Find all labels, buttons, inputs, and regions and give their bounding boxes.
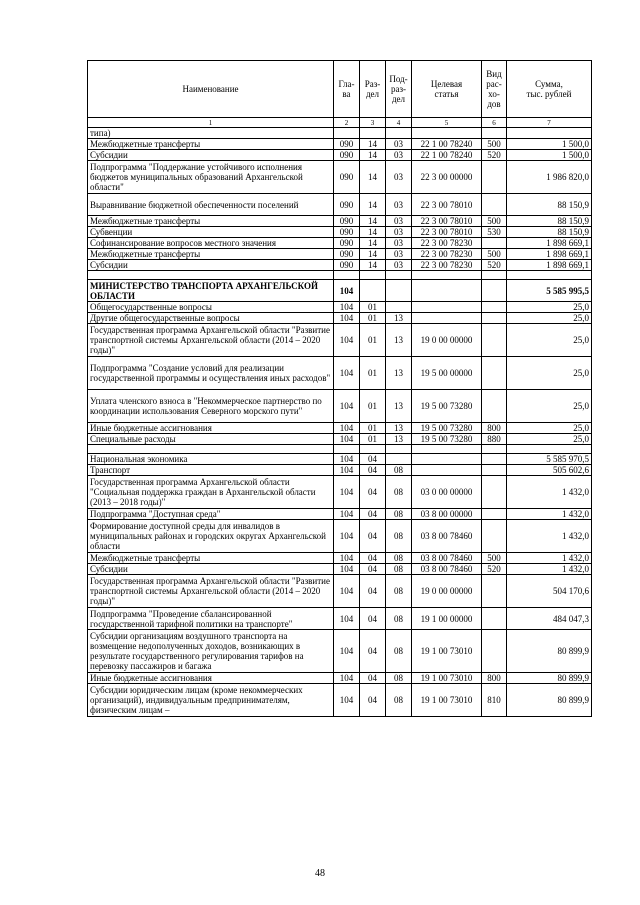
row-podrazdel <box>386 128 412 139</box>
row-name: Межбюджетные трансферты <box>88 216 334 227</box>
row-target-article: 22 3 00 78230 <box>412 238 482 249</box>
row-name: Иные бюджетные ассигнования <box>88 673 334 684</box>
row-razdel: 14 <box>360 139 386 150</box>
row-amount: 5 585 995,5 <box>507 280 592 302</box>
row-target-article: 03 8 00 78460 <box>412 564 482 575</box>
row-name: Субсидии юридическим лицам (кроме некоммерческих организаций), индивидуальным предпринимателям, физическим лицам – <box>88 684 334 717</box>
row-glava: 104 <box>334 313 360 324</box>
row-razdel: 04 <box>360 465 386 476</box>
row-podrazdel: 13 <box>386 434 412 445</box>
row-expense-type <box>482 509 507 520</box>
row-glava: 104 <box>334 520 360 553</box>
page-number: 48 <box>315 868 325 879</box>
row-name: Государственная программа Архангельской области "Развитие транспортной системы Архангельской области (2014 – 2020 годы)" <box>88 575 334 608</box>
row-amount: 1 500,0 <box>507 139 592 150</box>
table-row <box>88 465 592 476</box>
row-expense-type <box>482 313 507 324</box>
table-row <box>88 150 592 161</box>
row-amount: 25,0 <box>507 357 592 390</box>
row-amount: 484 047,3 <box>507 608 592 630</box>
row-name: типа) <box>88 128 334 139</box>
column-number-row <box>88 118 592 128</box>
row-glava: 104 <box>334 423 360 434</box>
row-podrazdel: 08 <box>386 575 412 608</box>
row-amount: 504 170,6 <box>507 575 592 608</box>
row-razdel <box>360 128 386 139</box>
row-podrazdel: 08 <box>386 564 412 575</box>
row-podrazdel: 08 <box>386 553 412 564</box>
row-expense-type: 520 <box>482 150 507 161</box>
row-name: Другие общегосударственные вопросы <box>88 313 334 324</box>
row-glava: 104 <box>334 673 360 684</box>
row-expense-type <box>482 128 507 139</box>
row-name: Субсидии <box>88 564 334 575</box>
row-target-article: 19 0 00 00000 <box>412 575 482 608</box>
row-amount: 1 432,0 <box>507 509 592 520</box>
column-number: 5 <box>412 118 482 128</box>
table-row <box>88 357 592 390</box>
header-podrazdel: Под- раз- дел <box>386 61 412 118</box>
row-amount: 80 899,9 <box>507 673 592 684</box>
empty-cell <box>88 445 334 454</box>
row-glava: 104 <box>334 357 360 390</box>
header-target: Целевая статья <box>412 61 482 118</box>
row-amount <box>507 128 592 139</box>
row-razdel: 04 <box>360 673 386 684</box>
row-podrazdel: 03 <box>386 150 412 161</box>
table-row <box>88 684 592 717</box>
row-glava: 104 <box>334 509 360 520</box>
row-expense-type: 500 <box>482 139 507 150</box>
row-name: Общегосударственные вопросы <box>88 302 334 313</box>
table-row <box>88 564 592 575</box>
row-name: Государственная программа Архангельской области "Социальная поддержка граждан в Архангельской области (2013 – 2018 годы)" <box>88 476 334 509</box>
row-podrazdel: 08 <box>386 684 412 717</box>
row-target-article: 19 1 00 73010 <box>412 684 482 717</box>
table-row <box>88 324 592 357</box>
row-expense-type: 880 <box>482 434 507 445</box>
row-glava: 090 <box>334 161 360 194</box>
row-amount: 25,0 <box>507 313 592 324</box>
row-expense-type <box>482 465 507 476</box>
row-target-article: 03 8 00 78460 <box>412 553 482 564</box>
row-podrazdel: 03 <box>386 161 412 194</box>
row-razdel: 01 <box>360 390 386 423</box>
row-expense-type <box>482 454 507 465</box>
row-glava: 104 <box>334 630 360 673</box>
row-glava: 090 <box>334 139 360 150</box>
row-target-article: 22 3 00 78010 <box>412 194 482 216</box>
row-name: Транспорт <box>88 465 334 476</box>
row-amount: 25,0 <box>507 423 592 434</box>
row-glava: 104 <box>334 684 360 717</box>
row-amount: 1 986 820,0 <box>507 161 592 194</box>
row-target-article <box>412 128 482 139</box>
row-expense-type <box>482 238 507 249</box>
table-body <box>88 128 592 717</box>
header-vid: Вид рас- хо- дов <box>482 61 507 118</box>
row-amount: 25,0 <box>507 302 592 313</box>
row-razdel: 04 <box>360 520 386 553</box>
row-amount: 1 432,0 <box>507 564 592 575</box>
row-name: Субсидии <box>88 260 334 271</box>
row-glava: 104 <box>334 476 360 509</box>
row-amount: 88 150,9 <box>507 216 592 227</box>
row-podrazdel: 03 <box>386 260 412 271</box>
table-row <box>88 423 592 434</box>
table-row <box>88 454 592 465</box>
row-expense-type: 500 <box>482 216 507 227</box>
row-target-article: 22 1 00 78240 <box>412 150 482 161</box>
table-row <box>88 553 592 564</box>
row-glava: 090 <box>334 249 360 260</box>
row-expense-type <box>482 520 507 553</box>
row-expense-type <box>482 302 507 313</box>
row-expense-type: 520 <box>482 260 507 271</box>
row-razdel <box>360 280 386 302</box>
row-podrazdel: 08 <box>386 476 412 509</box>
budget-table <box>87 60 592 717</box>
row-name: Межбюджетные трансферты <box>88 139 334 150</box>
row-amount: 25,0 <box>507 390 592 423</box>
table-row <box>88 520 592 553</box>
row-amount: 5 585 970,5 <box>507 454 592 465</box>
row-razdel: 14 <box>360 249 386 260</box>
table-row <box>88 139 592 150</box>
row-target-article: 19 5 00 73280 <box>412 390 482 423</box>
empty-cell <box>386 445 412 454</box>
row-expense-type: 800 <box>482 673 507 684</box>
row-expense-type <box>482 476 507 509</box>
header-sum: Сумма, тыс. рублей <box>507 61 592 118</box>
row-glava <box>334 128 360 139</box>
row-razdel: 14 <box>360 227 386 238</box>
row-razdel: 04 <box>360 476 386 509</box>
row-target-article <box>412 280 482 302</box>
row-expense-type <box>482 357 507 390</box>
row-glava: 104 <box>334 324 360 357</box>
row-glava: 104 <box>334 454 360 465</box>
table-row <box>88 249 592 260</box>
row-target-article <box>412 454 482 465</box>
row-podrazdel: 13 <box>386 324 412 357</box>
row-razdel: 01 <box>360 357 386 390</box>
table-row <box>88 227 592 238</box>
row-amount: 1 898 669,1 <box>507 238 592 249</box>
table-row <box>88 280 592 302</box>
table-row <box>88 313 592 324</box>
row-glava: 104 <box>334 575 360 608</box>
row-name: Специальные расходы <box>88 434 334 445</box>
row-podrazdel <box>386 280 412 302</box>
row-expense-type: 800 <box>482 423 507 434</box>
row-glava: 104 <box>334 302 360 313</box>
row-podrazdel: 08 <box>386 509 412 520</box>
row-glava: 104 <box>334 280 360 302</box>
row-amount: 25,0 <box>507 324 592 357</box>
row-podrazdel: 08 <box>386 465 412 476</box>
row-razdel: 04 <box>360 575 386 608</box>
row-target-article: 03 0 00 00000 <box>412 476 482 509</box>
row-amount: 88 150,9 <box>507 227 592 238</box>
row-podrazdel <box>386 454 412 465</box>
row-glava: 090 <box>334 150 360 161</box>
row-podrazdel: 03 <box>386 216 412 227</box>
row-amount: 88 150,9 <box>507 194 592 216</box>
row-name: Субсидии <box>88 150 334 161</box>
spacer-row <box>88 445 592 454</box>
row-glava: 104 <box>334 465 360 476</box>
row-glava: 104 <box>334 564 360 575</box>
row-name: Формирование доступной среды для инвалидов в муниципальных районах и городских округах Архангельской области <box>88 520 334 553</box>
row-name: Подпрограмма "Поддержание устойчивого исполнения бюджетов муниципальных образований Архангельской области" <box>88 161 334 194</box>
row-name: Субвенции <box>88 227 334 238</box>
row-expense-type: 530 <box>482 227 507 238</box>
row-name: Подпрограмма "Проведение сбалансированной государственной тарифной политики на транспорте" <box>88 608 334 630</box>
row-amount: 1 500,0 <box>507 150 592 161</box>
row-razdel: 01 <box>360 302 386 313</box>
row-expense-type <box>482 630 507 673</box>
table-row <box>88 575 592 608</box>
column-number: 4 <box>386 118 412 128</box>
row-razdel: 01 <box>360 434 386 445</box>
row-razdel: 04 <box>360 454 386 465</box>
table-row <box>88 260 592 271</box>
row-target-article <box>412 302 482 313</box>
column-number: 1 <box>88 118 334 128</box>
row-razdel: 01 <box>360 423 386 434</box>
row-name: МИНИСТЕРСТВО ТРАНСПОРТА АРХАНГЕЛЬСКОЙ ОБЛАСТИ <box>88 280 334 302</box>
table-row <box>88 216 592 227</box>
table-row <box>88 161 592 194</box>
row-amount: 1 432,0 <box>507 520 592 553</box>
empty-cell <box>412 445 482 454</box>
row-amount: 80 899,9 <box>507 630 592 673</box>
empty-cell <box>88 271 334 280</box>
empty-cell <box>482 271 507 280</box>
row-podrazdel: 03 <box>386 249 412 260</box>
row-podrazdel: 03 <box>386 227 412 238</box>
row-name: Выравнивание бюджетной обеспеченности поселений <box>88 194 334 216</box>
row-target-article: 19 0 00 00000 <box>412 324 482 357</box>
row-target-article: 19 1 00 73010 <box>412 673 482 684</box>
row-razdel: 01 <box>360 324 386 357</box>
row-amount: 505 602,6 <box>507 465 592 476</box>
row-target-article: 22 1 00 78240 <box>412 139 482 150</box>
empty-cell <box>360 271 386 280</box>
table-row <box>88 630 592 673</box>
row-podrazdel: 08 <box>386 608 412 630</box>
header-razdel: Раз- дел <box>360 61 386 118</box>
table-row <box>88 509 592 520</box>
row-expense-type <box>482 390 507 423</box>
row-glava: 090 <box>334 194 360 216</box>
row-podrazdel: 08 <box>386 673 412 684</box>
row-name: Межбюджетные трансферты <box>88 249 334 260</box>
empty-cell <box>412 271 482 280</box>
row-podrazdel: 08 <box>386 520 412 553</box>
row-amount: 25,0 <box>507 434 592 445</box>
table-row <box>88 194 592 216</box>
row-glava: 104 <box>334 434 360 445</box>
empty-cell <box>482 445 507 454</box>
row-name: Межбюджетные трансферты <box>88 553 334 564</box>
row-razdel: 14 <box>360 216 386 227</box>
empty-cell <box>360 445 386 454</box>
row-target-article: 03 8 00 00000 <box>412 509 482 520</box>
column-number: 6 <box>482 118 507 128</box>
row-razdel: 01 <box>360 313 386 324</box>
row-expense-type <box>482 161 507 194</box>
row-glava: 090 <box>334 260 360 271</box>
row-name: Субсидии организациям воздушного транспорта на возмещение недополученных доходов, возникающих в результате государственного регулирования тарифов на перевозку пассажиров и багажа <box>88 630 334 673</box>
table-row <box>88 476 592 509</box>
row-razdel: 14 <box>360 194 386 216</box>
empty-cell <box>386 271 412 280</box>
row-name: Подпрограмма "Доступная среда" <box>88 509 334 520</box>
row-razdel: 04 <box>360 608 386 630</box>
row-expense-type: 520 <box>482 564 507 575</box>
row-target-article: 22 3 00 78010 <box>412 216 482 227</box>
row-name: Уплата членского взноса в "Некоммерческое партнерство по координации использования Северного морского пути" <box>88 390 334 423</box>
row-expense-type <box>482 324 507 357</box>
row-razdel: 04 <box>360 553 386 564</box>
row-glava: 090 <box>334 216 360 227</box>
row-target-article: 22 3 00 78230 <box>412 260 482 271</box>
row-expense-type <box>482 280 507 302</box>
column-number: 2 <box>334 118 360 128</box>
row-amount: 1 898 669,1 <box>507 260 592 271</box>
row-podrazdel: 03 <box>386 139 412 150</box>
row-amount: 1 432,0 <box>507 553 592 564</box>
row-glava: 104 <box>334 390 360 423</box>
row-target-article: 19 1 00 00000 <box>412 608 482 630</box>
row-glava: 104 <box>334 553 360 564</box>
row-razdel: 14 <box>360 150 386 161</box>
row-target-article: 03 8 00 78460 <box>412 520 482 553</box>
row-target-article: 19 5 00 00000 <box>412 357 482 390</box>
row-podrazdel: 13 <box>386 313 412 324</box>
row-name: Иные бюджетные ассигнования <box>88 423 334 434</box>
row-name: Национальная экономика <box>88 454 334 465</box>
row-razdel: 14 <box>360 260 386 271</box>
row-glava: 090 <box>334 238 360 249</box>
row-razdel: 14 <box>360 238 386 249</box>
row-expense-type: 500 <box>482 249 507 260</box>
row-podrazdel <box>386 302 412 313</box>
row-expense-type <box>482 194 507 216</box>
column-number: 7 <box>507 118 592 128</box>
header-name: Наименование <box>88 61 334 118</box>
row-target-article: 22 3 00 78230 <box>412 249 482 260</box>
table-row <box>88 673 592 684</box>
empty-cell <box>507 445 592 454</box>
row-target-article <box>412 465 482 476</box>
spacer-row <box>88 271 592 280</box>
column-number: 3 <box>360 118 386 128</box>
table-row <box>88 608 592 630</box>
row-amount: 1 898 669,1 <box>507 249 592 260</box>
row-target-article: 19 1 00 73010 <box>412 630 482 673</box>
row-razdel: 14 <box>360 161 386 194</box>
row-amount: 80 899,9 <box>507 684 592 717</box>
row-podrazdel: 08 <box>386 630 412 673</box>
row-glava: 104 <box>334 608 360 630</box>
header-row <box>88 61 592 118</box>
empty-cell <box>507 271 592 280</box>
row-podrazdel: 13 <box>386 357 412 390</box>
row-name: Подпрограмма "Создание условий для реализации государственной программы и осуществления иных расходов" <box>88 357 334 390</box>
row-target-article: 19 5 00 73280 <box>412 423 482 434</box>
row-target-article: 19 5 00 73280 <box>412 434 482 445</box>
row-name: Софинансирование вопросов местного значения <box>88 238 334 249</box>
row-razdel: 04 <box>360 684 386 717</box>
row-target-article: 22 3 00 78010 <box>412 227 482 238</box>
row-razdel: 04 <box>360 630 386 673</box>
row-razdel: 04 <box>360 509 386 520</box>
row-target-article: 22 3 00 00000 <box>412 161 482 194</box>
empty-cell <box>334 445 360 454</box>
table-row <box>88 238 592 249</box>
row-expense-type <box>482 608 507 630</box>
row-podrazdel: 13 <box>386 390 412 423</box>
row-podrazdel: 13 <box>386 423 412 434</box>
row-name: Государственная программа Архангельской области "Развитие транспортной системы Архангельской области (2014 – 2020 годы)" <box>88 324 334 357</box>
row-expense-type <box>482 575 507 608</box>
row-razdel: 04 <box>360 564 386 575</box>
row-expense-type: 810 <box>482 684 507 717</box>
row-expense-type: 500 <box>482 553 507 564</box>
table-row <box>88 302 592 313</box>
empty-cell <box>334 271 360 280</box>
row-podrazdel: 03 <box>386 238 412 249</box>
row-target-article <box>412 313 482 324</box>
table-row <box>88 434 592 445</box>
header-glava: Гла- ва <box>334 61 360 118</box>
table-row <box>88 128 592 139</box>
table-row <box>88 390 592 423</box>
row-podrazdel: 03 <box>386 194 412 216</box>
row-glava: 090 <box>334 227 360 238</box>
row-amount: 1 432,0 <box>507 476 592 509</box>
